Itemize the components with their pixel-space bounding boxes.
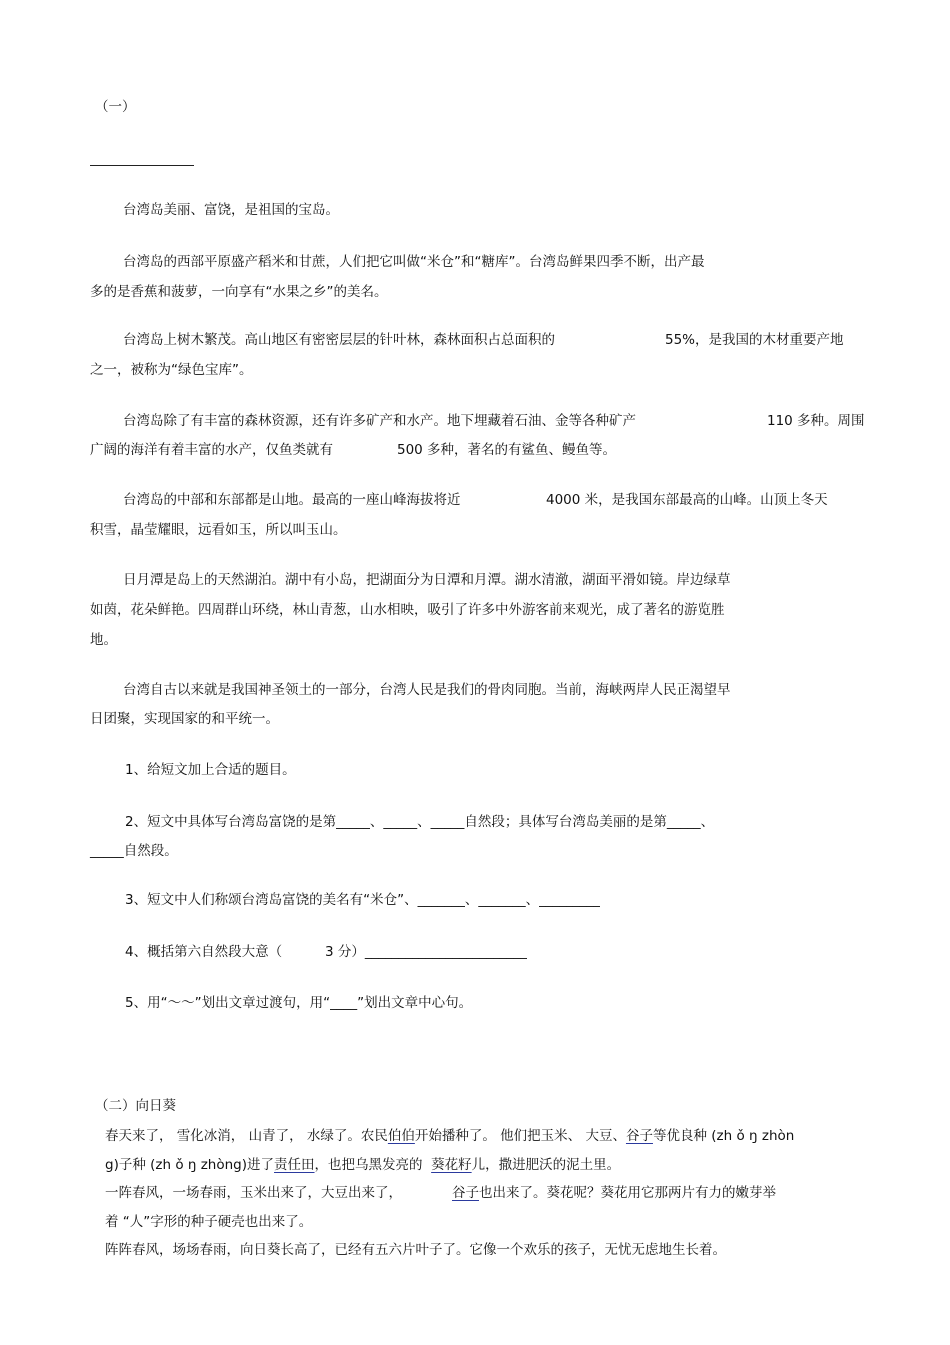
title-blank-line bbox=[90, 165, 194, 166]
paragraph-2-line-1: 台湾岛的西部平原盛产稻米和甘蔗，人们把它叫做“米仓”和“糖库”。台湾岛鲜果四季不断，出产最 bbox=[123, 254, 705, 270]
underlined-word: 谷子 bbox=[452, 1185, 479, 1201]
sunflower-line-2 bbox=[105, 1159, 620, 1173]
question-2-line-2: _____自然段。 bbox=[90, 843, 178, 859]
question-3: 3、短文中人们称颂台湾岛富饶的美名有“米仓”、_______、_______、_________ bbox=[125, 892, 600, 908]
section-2-heading: （二）向日葵 bbox=[95, 1098, 176, 1114]
paragraph-6-line-1: 日月潭是岛上的天然湖泊。湖中有小岛，把湖面分为日潭和月潭。湖水清澈，湖面平滑如镜。岸边绿草 bbox=[123, 572, 731, 588]
section-heading: （一） bbox=[95, 99, 136, 115]
text-run: 春天来了， 雪化冰消， 山青了， 水绿了。农民 bbox=[105, 1128, 388, 1144]
paragraph-3-line-2: 之一，被称为“绿色宝库”。 bbox=[90, 362, 253, 378]
underlined-word: 谷子 bbox=[625, 1128, 653, 1144]
question-4-score: 3 分）________________________ bbox=[325, 944, 527, 960]
paragraph-6-line-2: 如茵，花朵鲜艳。四周群山环绕，林山青葱，山水相映，吸引了许多中外游客前来观光，成了著名的游览胜 bbox=[90, 602, 725, 618]
question-4: 4、概括第六自然段大意（ bbox=[125, 944, 283, 960]
underlined-word: 责任田 bbox=[274, 1157, 315, 1173]
paragraph-5-line-1: 台湾岛的中部和东部都是山地。最高的一座山峰海拔将近 bbox=[123, 492, 461, 508]
question-2-line-1: 2、短文中具体写台湾岛富饶的是第_____、_____、_____自然段；具体写台湾岛美丽的是第_____、 bbox=[125, 814, 715, 830]
paragraph-7-line-2: 日团聚，实现国家的和平统一。 bbox=[90, 711, 279, 727]
paragraph-5-line-2: 积雪，晶莹耀眼，远看如玉，所以叫玉山。 bbox=[90, 522, 347, 538]
sunflower-line-4: 着 “人”字形的种子硬壳也出来了。 bbox=[105, 1214, 313, 1230]
paragraph-7-line-1: 台湾自古以来就是我国神圣领土的一部分，台湾人民是我们的骨肉同胞。当前，海峡两岸人民正渴望早 bbox=[123, 682, 731, 698]
paragraph-3-line-1: 台湾岛上树木繁茂。高山地区有密密层层的针叶林，森林面积占总面积的 bbox=[123, 332, 555, 348]
sunflower-line-3 bbox=[105, 1187, 776, 1201]
sunflower-line-1 bbox=[105, 1130, 794, 1144]
paragraph-5-line-1-end: 4000 米，是我国东部最高的山峰。山顶上冬天 bbox=[546, 492, 828, 508]
sunflower-line-5: 阵阵春风，场场春雨，向日葵长高了，已经有五六片叶子了。它像一个欢乐的孩子，无忧无虑地生长着。 bbox=[105, 1242, 726, 1258]
paragraph-3-line-1-end: 55%，是我国的木材重要产地 bbox=[665, 332, 844, 348]
question-5: 5、用“～～”划出文章过渡句，用“____”划出文章中心句。 bbox=[125, 995, 473, 1011]
text-run: 一阵春风，一场春雨，玉米出来了，大豆出来了， bbox=[105, 1185, 402, 1201]
underlined-word: 葵花籽 bbox=[431, 1157, 472, 1173]
paragraph-4-line-2-end: 500 多种，著名的有鲨鱼、鳗鱼等。 bbox=[397, 442, 617, 458]
paragraph-2-line-2: 多的是香蕉和菠萝，一向享有“水果之乡”的美名。 bbox=[90, 284, 388, 300]
paragraph-4-line-2: 广阔的海洋有着丰富的水产，仅鱼类就有 bbox=[90, 442, 333, 458]
underlined-word: 伯伯 bbox=[387, 1128, 415, 1144]
paragraph-4-line-1: 台湾岛除了有丰富的森林资源，还有许多矿产和水产。地下埋藏着石油、金等各种矿产 bbox=[123, 413, 636, 429]
text-run: g)子种 (zh ǒ ŋ zhòng)进了 bbox=[105, 1157, 275, 1173]
text-run: 等优良种 (zh ǒ ŋ zhòn bbox=[652, 1128, 795, 1144]
paragraph-4-line-1-end: 110 多种。周围 bbox=[767, 413, 865, 429]
text-run: 儿，撒进肥沃的泥土里。 bbox=[471, 1157, 621, 1173]
paragraph-1: 台湾岛美丽、富饶，是祖国的宝岛。 bbox=[123, 202, 339, 218]
question-1: 1、给短文加上合适的题目。 bbox=[125, 762, 296, 778]
text-run: ，也把乌黑发亮的 bbox=[314, 1157, 423, 1173]
paragraph-6-line-3: 地。 bbox=[90, 632, 117, 648]
text-run: 开始播种了。 他们把玉米、 大豆、 bbox=[414, 1128, 626, 1144]
text-run: 也出来了。葵花呢？葵花用它那两片有力的嫩芽举 bbox=[479, 1185, 776, 1201]
